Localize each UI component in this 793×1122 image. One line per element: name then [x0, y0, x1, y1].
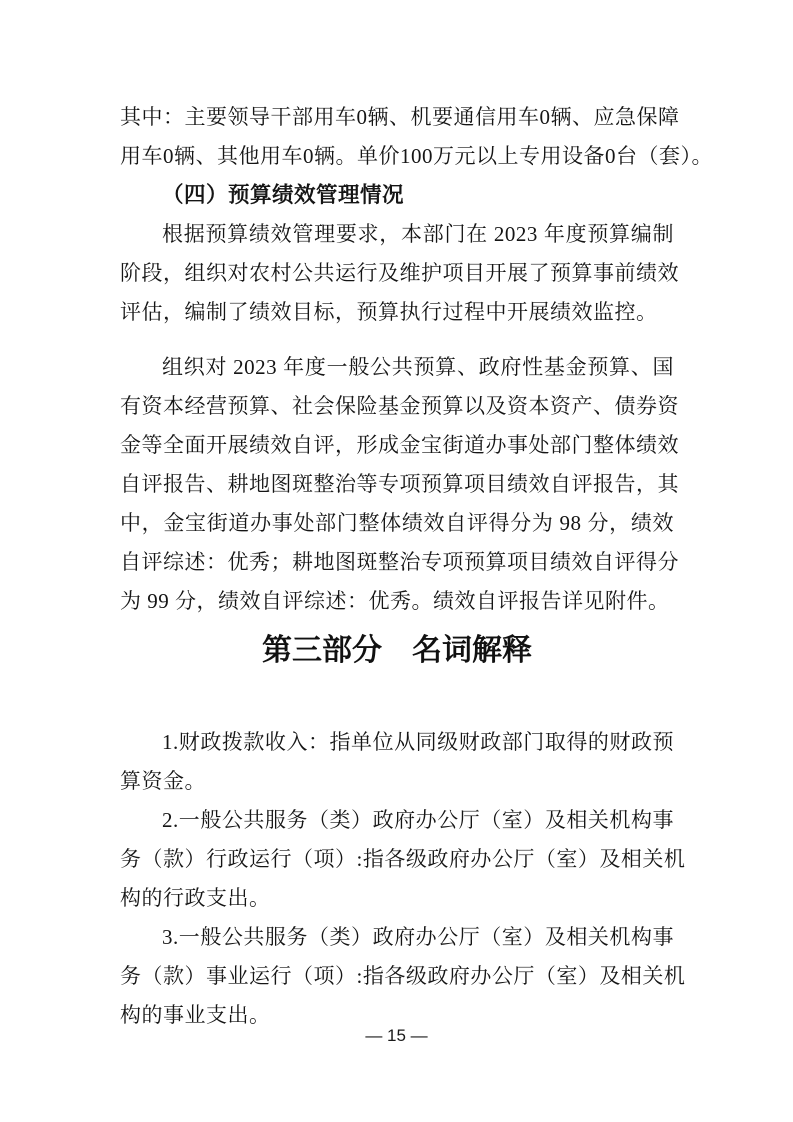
paragraph	[120, 723, 674, 801]
text-line: 构的事业支出。	[120, 1003, 271, 1027]
text-line: 自评综述：优秀；耕地图斑整治专项预算项目绩效自评得分	[120, 550, 679, 574]
paragraph	[120, 98, 713, 176]
document-body	[120, 98, 713, 1035]
text-line: 2.一般公共服务（类）政府办公厅（室）及相关机构事	[162, 808, 674, 832]
text-line: 算资金。	[120, 769, 206, 793]
text-line: 自评报告、耕地图斑整治等专项预算项目绩效自评报告，其	[120, 472, 679, 496]
text-line: 构的行政支出。	[120, 886, 271, 910]
text-line: 组织对 2023 年度一般公共预算、政府性基金预算、国	[162, 355, 674, 379]
paragraph	[120, 348, 679, 621]
paragraph	[120, 801, 686, 918]
text-line: 务（款）行政运行（项）:指各级政府办公厅（室）及相关机	[120, 847, 686, 871]
text-line: 金等全面开展绩效自评，形成金宝街道办事处部门整体绩效	[120, 433, 679, 457]
text-line: 用车0辆、其他用车0辆。单价100万元以上专用设备0台（套）。	[120, 144, 713, 168]
text-line: 为 99 分，绩效自评综述：优秀。绩效自评报告详见附件。	[120, 589, 670, 613]
part-heading: 第三部分 名词解释	[262, 634, 532, 667]
text-line: 务（款）事业运行（项）:指各级政府办公厅（室）及相关机	[120, 964, 686, 988]
text-line: 有资本经营预算、社会保险基金预算以及资本资产、债券资	[120, 394, 679, 418]
text-line: 根据预算绩效管理要求，本部门在 2023 年度预算编制	[162, 222, 674, 246]
paragraph	[120, 918, 686, 1035]
text-line: 中，金宝街道办事处部门整体绩效自评得分为 98 分，绩效	[120, 511, 674, 535]
text-line: 评估，编制了绩效目标，预算执行过程中开展绩效监控。	[120, 300, 658, 324]
page-number: — 15 —	[365, 1026, 428, 1045]
text-line: 1.财政拨款收入：指单位从同级财政部门取得的财政预	[162, 730, 674, 754]
text-line: 阶段，组织对农村公共运行及维护项目开展了预算事前绩效	[120, 261, 679, 285]
text-line: 其中：主要领导干部用车0辆、机要通信用车0辆、应急保障	[120, 105, 680, 129]
paragraph	[120, 215, 679, 332]
page-footer	[0, 1026, 793, 1046]
text-line: 3.一般公共服务（类）政府办公厅（室）及相关机构事	[162, 925, 674, 949]
sub-heading: （四）预算绩效管理情况	[162, 183, 405, 207]
